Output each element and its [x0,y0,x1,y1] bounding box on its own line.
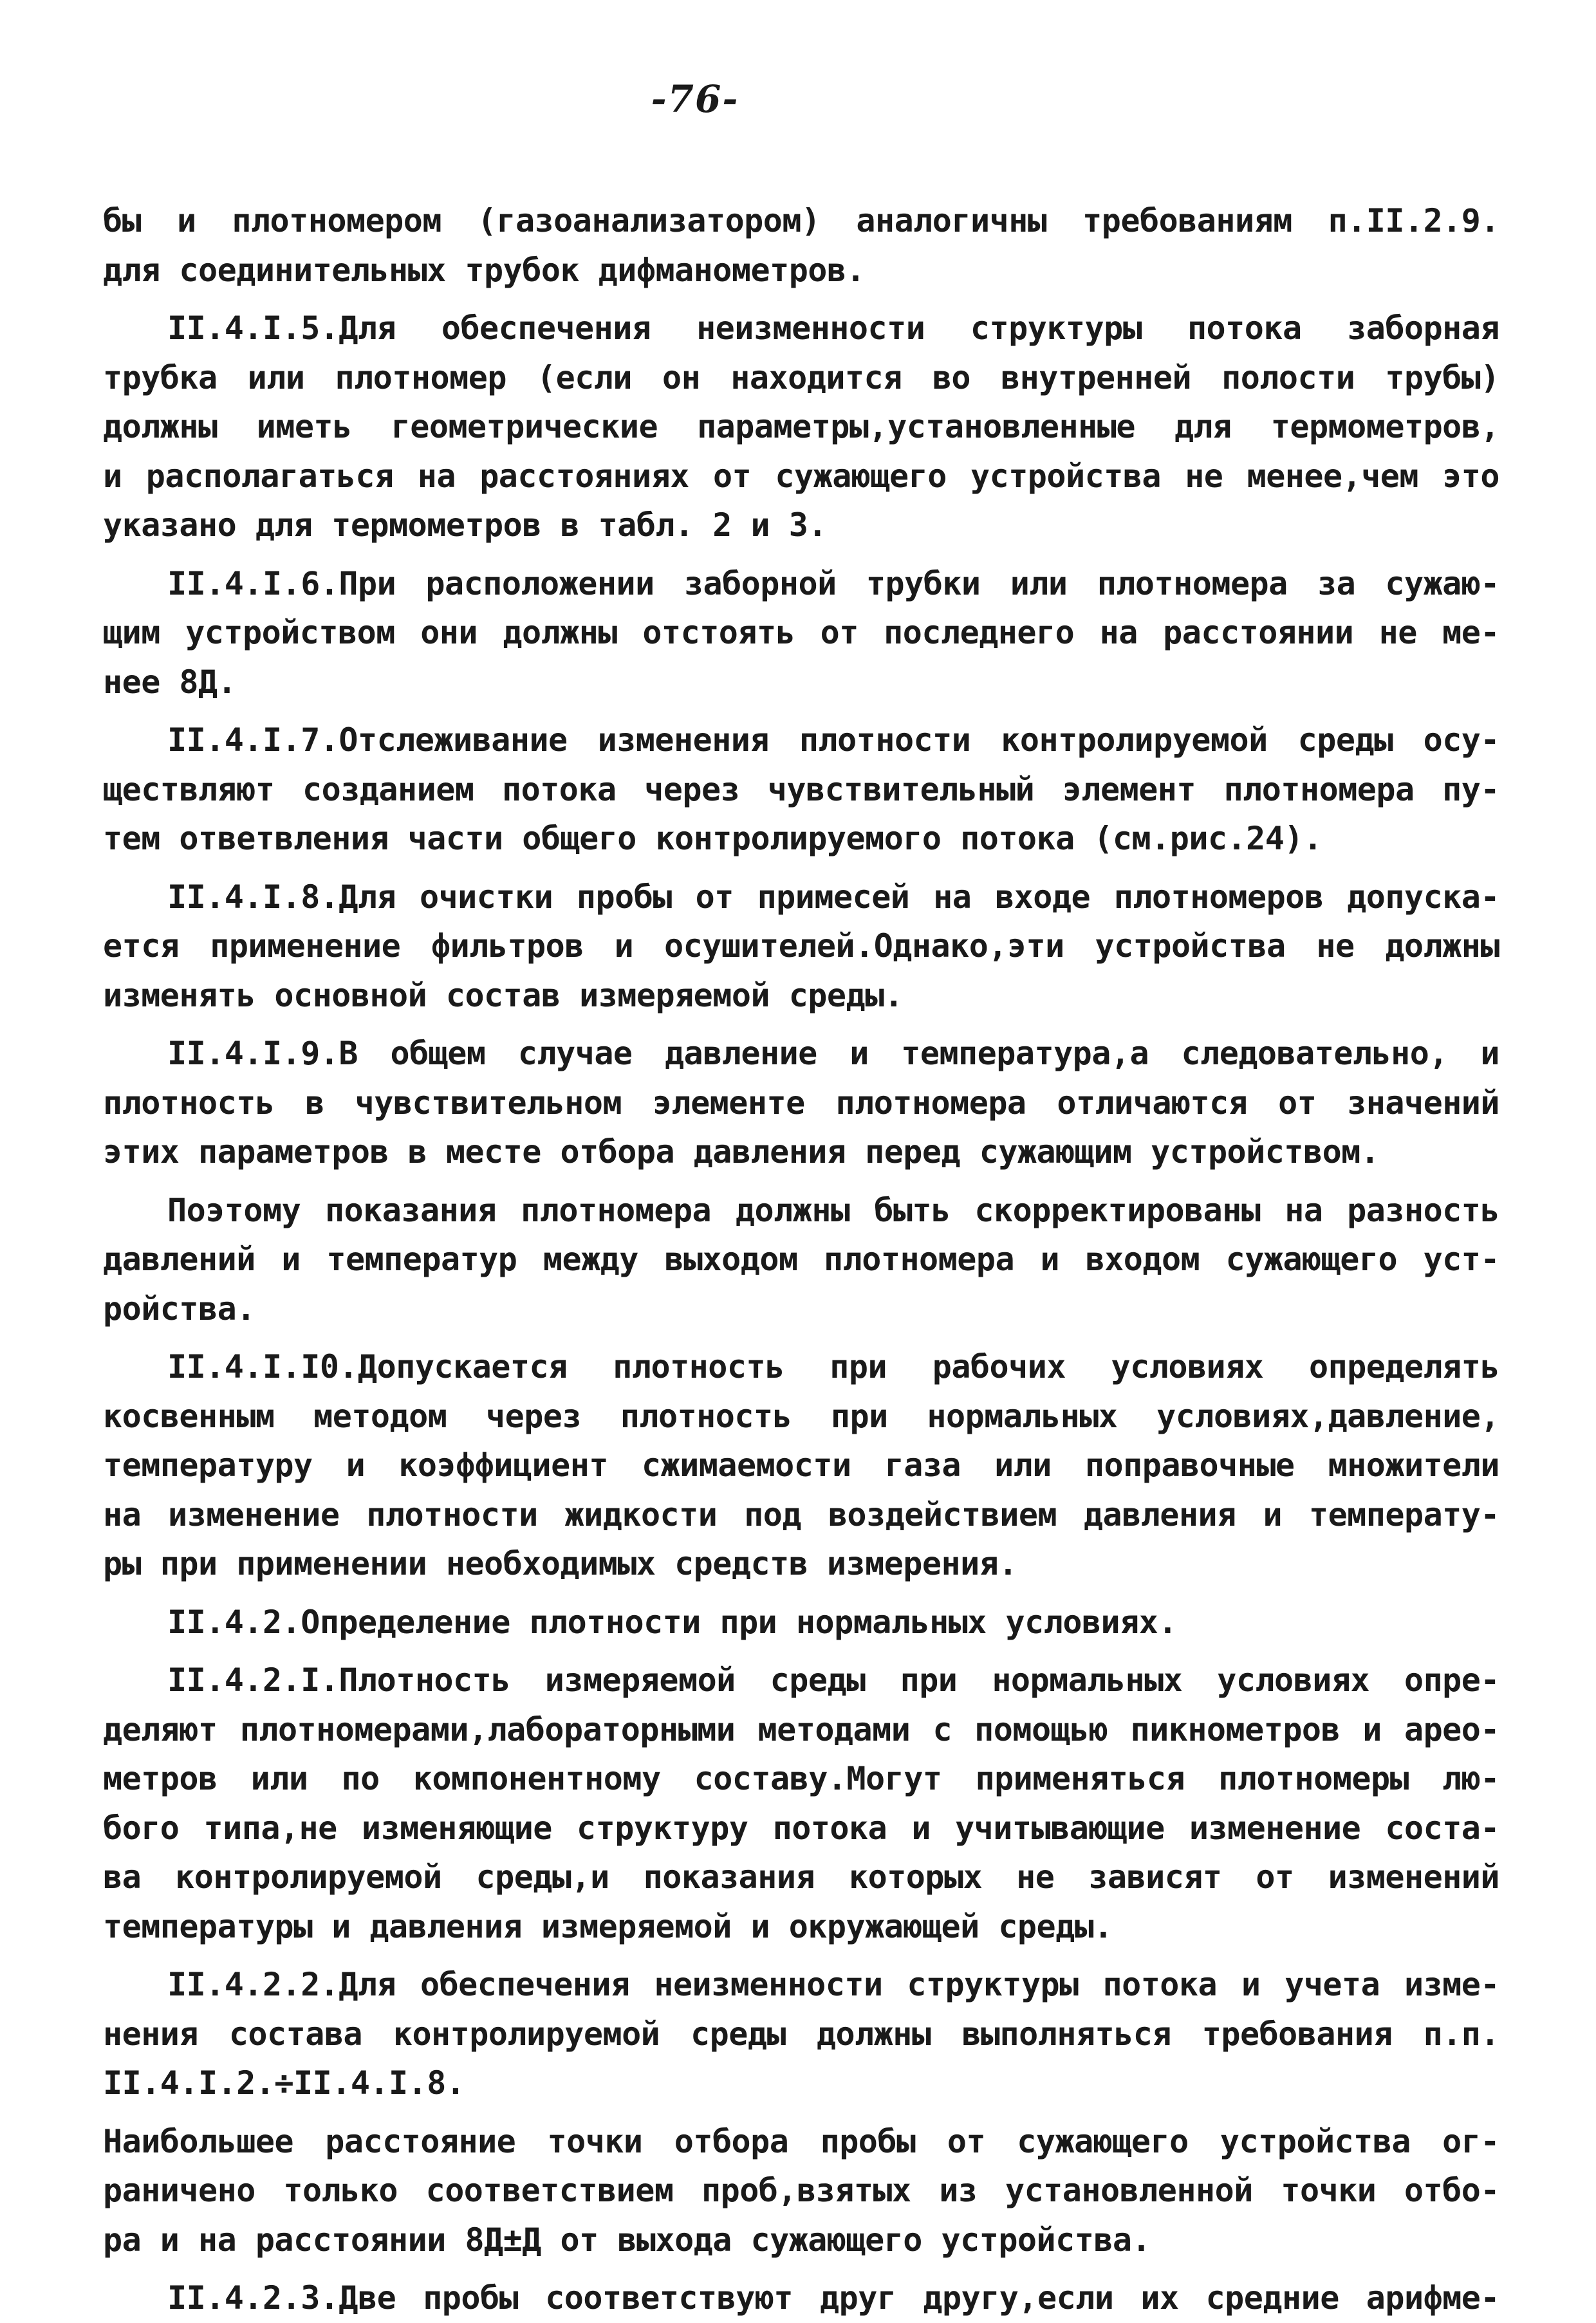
text-line: ществляют созданием потока через чувствительный элемент плотномера пу- [103,770,1499,808]
paragraph-gap [103,1647,1499,1656]
paragraph-gap [103,1177,1499,1186]
text-line: Поэтому показания плотномера должны быть скорректированы на разность [167,1191,1499,1229]
paragraph-gap [103,295,1499,304]
text-line: температуры и давления измеряемой и окружающей среды. [103,1907,1113,1945]
paragraph-gap [103,1589,1499,1598]
text-line: деляют плотномерами,лабораторными методами с помощью пикнометров и арео- [103,1710,1499,1748]
text-line: Наибольшее расстояние точки отбора пробы от сужающего устройства ог- [103,2122,1499,2160]
text-line: на изменение плотности жидкости под воздействием давления и температу- [103,1495,1499,1533]
text-line: II.4.I.I0.Допускается плотность при рабочих условиях определять [167,1348,1499,1385]
text-line: нее 8Д. [103,663,237,701]
text-line: раничено только соответствием проб,взятых из установленной точки отбо- [103,2172,1499,2209]
text-line: ройства. [103,1290,255,1328]
text-line: ра и на расстоянии 8Д±Д от выхода сужающего устройства. [103,2221,1151,2259]
text-line: бого типа,не изменяющие структуру потока и учитывающие изменение соста- [103,1809,1499,1847]
text-line: должны иметь геометрические параметры,установленные для термометров, [103,408,1499,445]
text-line: II.4.I.2.÷II.4.I.8. [103,2064,465,2102]
text-line: нения состава контролируемой среды должны выполняться требования п.п. [103,2015,1499,2053]
text-line: ва контролируемой среды,и показания которых не зависят от изменений [103,1858,1499,1896]
text-line: II.4.2.Определение плотности при нормальных условиях. [167,1603,1177,1641]
paragraph-gap [103,864,1499,873]
paragraph-gap [103,707,1499,716]
paragraph-gap [103,2264,1499,2273]
text-line: косвенным методом через плотность при нормальных условиях,давление, [103,1397,1499,1435]
page-number: -76- [651,77,739,121]
text-line: щим устройством они должны отстоять от последнего на расстоянии не ме- [103,614,1499,651]
text-line: трубка или плотномер (если он находится во внутренней полости трубы) [103,358,1499,396]
text-line: этих параметров в месте отбора давления перед сужающим устройством. [103,1133,1380,1171]
paragraph-gap [103,1020,1499,1029]
text-line: II.4.I.6.При расположении заборной трубки или плотномера за сужаю- [167,564,1499,602]
text-line: указано для термометров в табл. 2 и 3. [103,506,827,544]
text-line: изменять основной состав измеряемой среды. [103,976,904,1014]
paragraph-gap [103,1333,1499,1342]
text-line: для соединительных трубок дифманометров. [103,251,866,289]
text-line: II.4.2.3.Две пробы соответствуют друг другу,если их средние арифме- [167,2279,1499,2317]
text-line: метров или по компонентному составу.Могут применяться плотномеры лю- [103,1760,1499,1797]
paragraph-gap [103,2108,1499,2117]
text-line: температуру и коэффициент сжимаемости газа или поправочные множители [103,1447,1499,1484]
text-line: II.4.I.7.Отслеживание изменения плотности контролируемой среды осу- [167,721,1499,759]
text-line: II.4.2.2.Для обеспечения неизменности структуры потока и учета изме- [167,1966,1499,2003]
text-line: бы и плотномером (газоанализатором) аналогичны требованиям п.II.2.9. [103,202,1499,239]
document-body [103,196,1499,2323]
text-line: II.4.I.8.Для очистки пробы от примесей на входе плотномеров допуска- [167,878,1499,916]
text-line: ется применение фильтров и осушителей.Однако,эти устройства не должны [103,927,1499,965]
paragraph-gap [103,550,1499,559]
text-line: давлений и температур между выходом плотномера и входом сужающего уст- [103,1241,1499,1278]
text-line: II.4.2.I.Плотность измеряемой среды при нормальных условиях опре- [167,1661,1499,1699]
text-line: и располагаться на расстояниях от сужающего устройства не менее,чем это [103,457,1499,495]
text-line: плотность в чувствительном элементе плотномера отличаются от значений [103,1084,1499,1122]
text-line: ры при применении необходимых средств измерения. [103,1545,1017,1582]
paragraph-gap [103,1951,1499,1960]
text-line: II.4.I.5.Для обеспечения неизменности структуры потока заборная [167,310,1499,347]
text-line: II.4.I.9.В общем случае давление и температура,а следовательно, и [167,1035,1499,1072]
text-line: тем ответвления части общего контролируемого потока (см.рис.24). [103,820,1322,857]
